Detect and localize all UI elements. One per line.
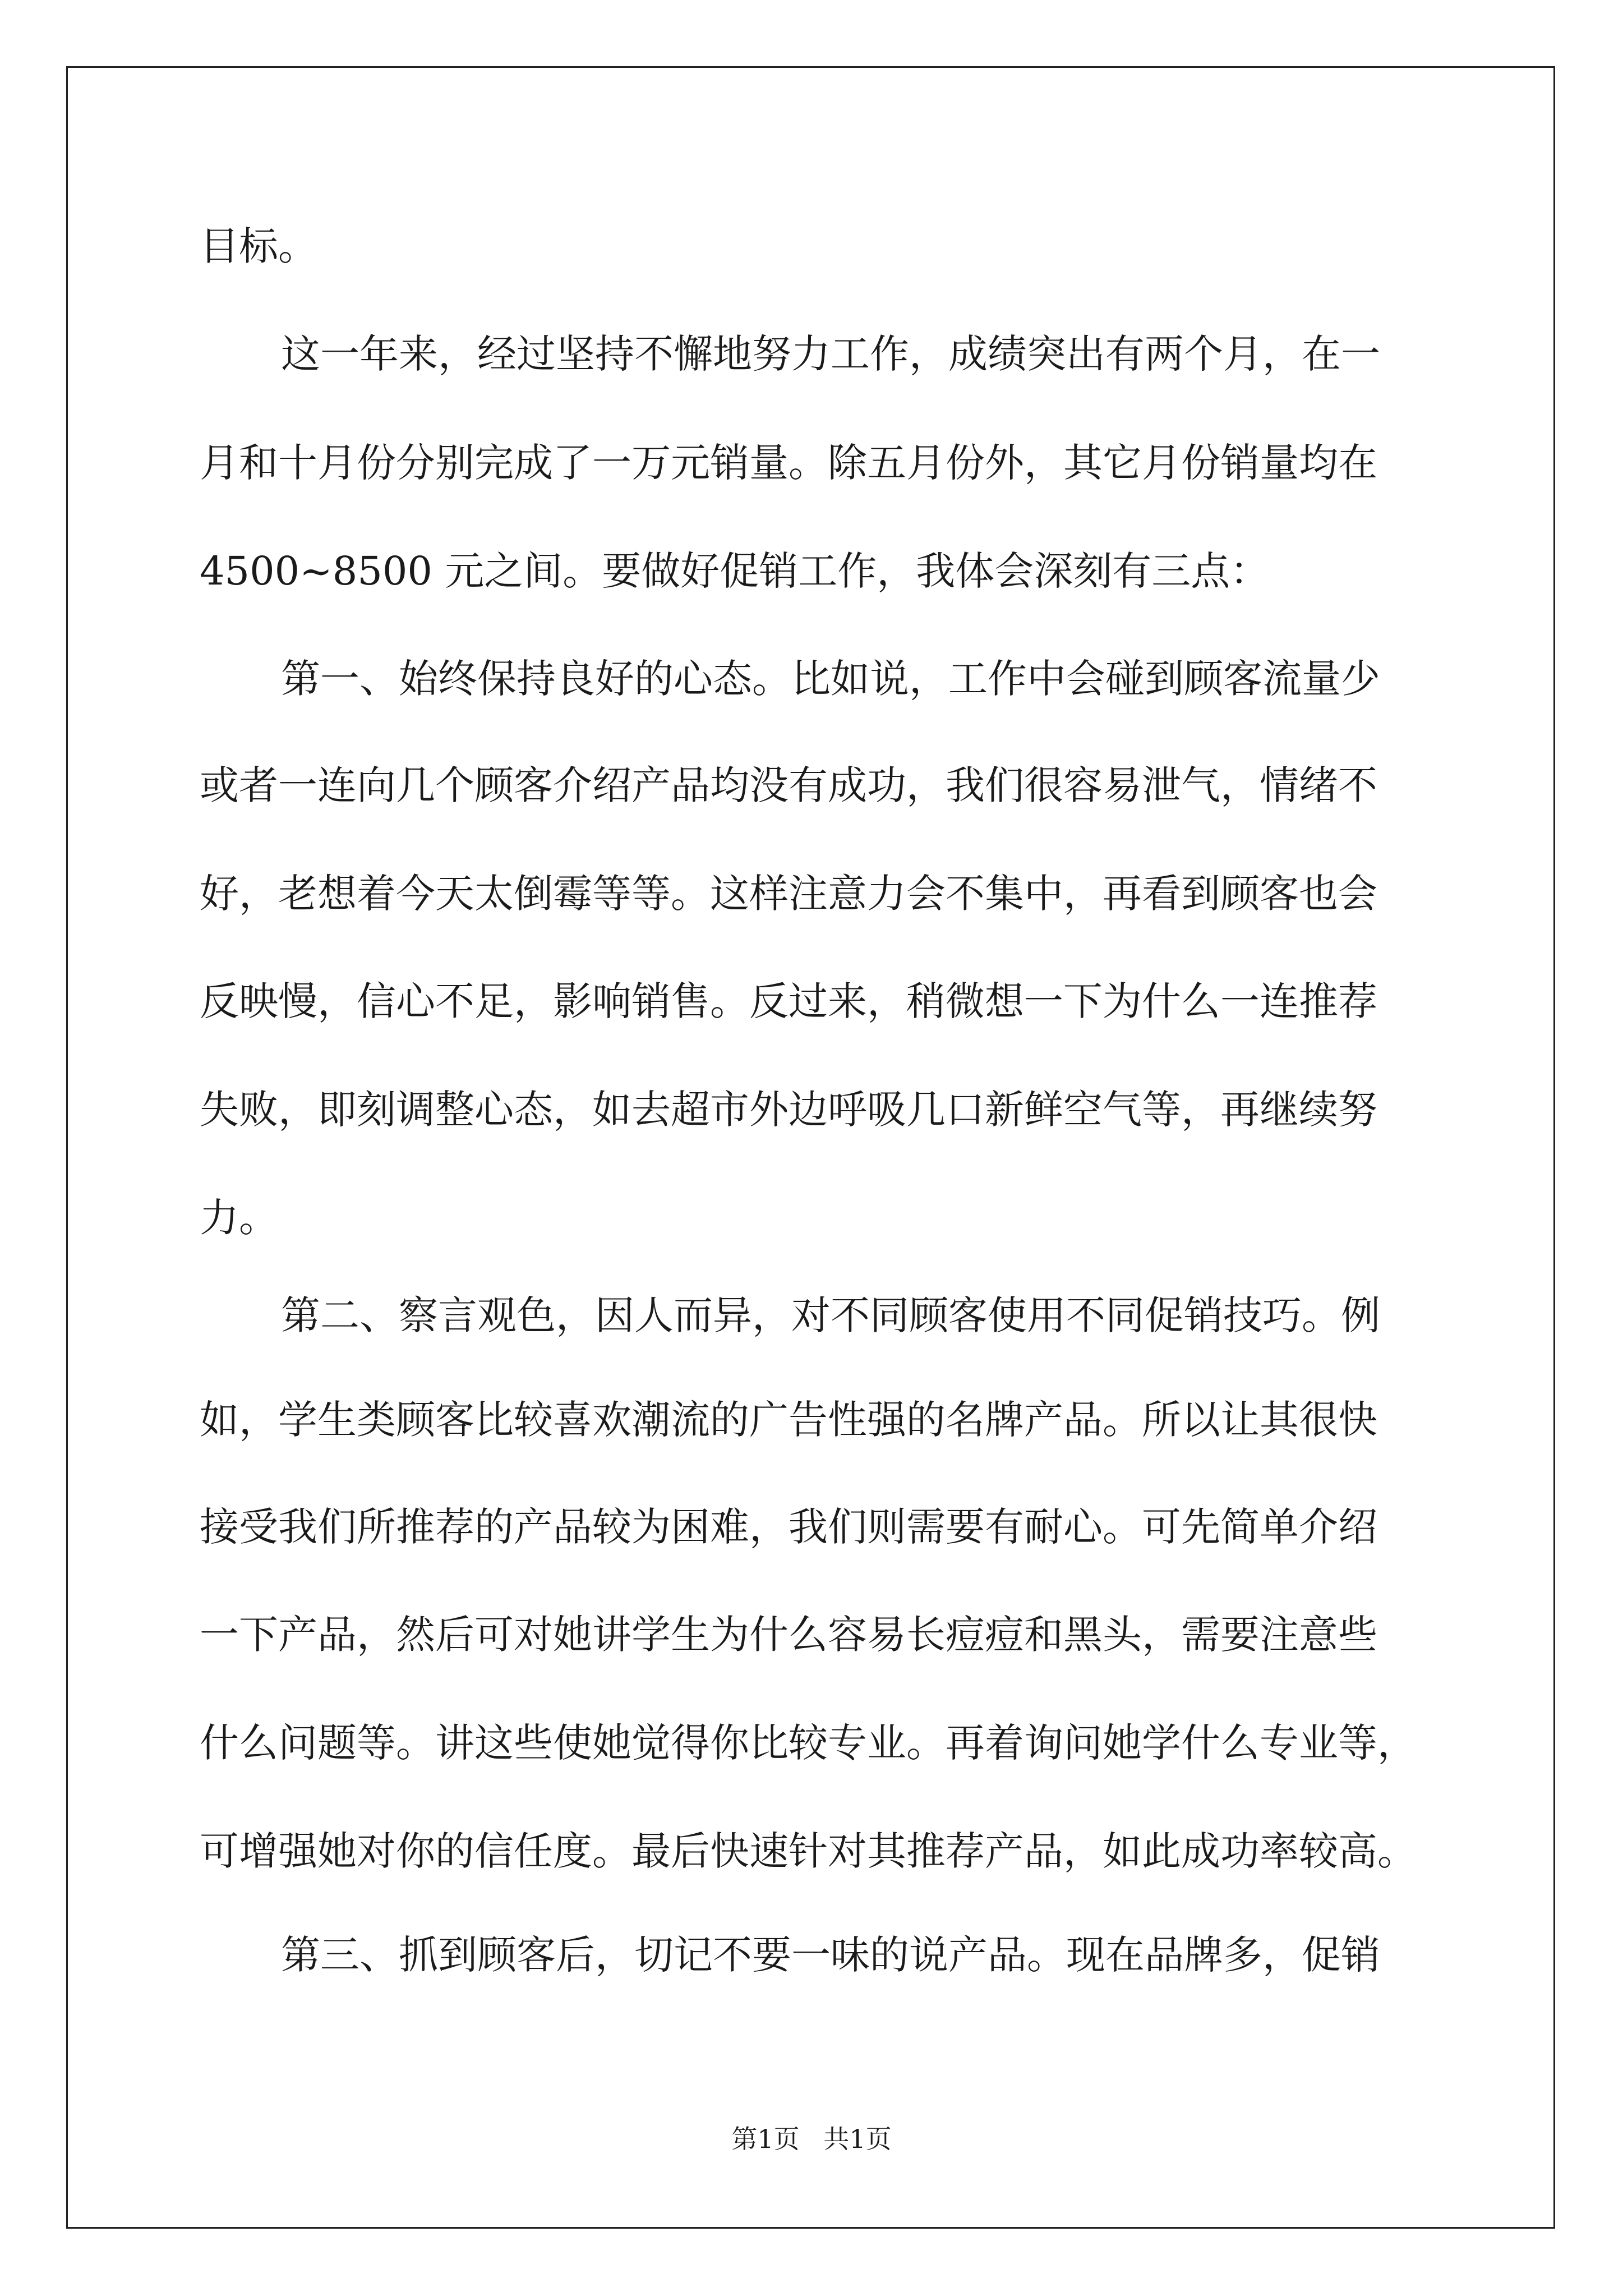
paragraph-first-line: 第二、察言观色，因人而异，对不同顾客使用不同促销技巧。例 — [281, 1292, 1380, 1338]
text-line: 4500~8500 元之间。要做好促销工作，我体会深刻有三点： — [200, 548, 1270, 594]
text-line: 好，老想着今天太倒霉等等。这样注意力会不集中，再看到顾客也会 — [200, 871, 1377, 917]
text-line: 力。 — [200, 1195, 278, 1241]
text-line: 反映慢，信心不足，影响销售。反过来，稍微想一下为什么一连推荐 — [200, 978, 1377, 1024]
text-line: 一下产品，然后可对她讲学生为什么容易长痘痘和黑头，需要注意些 — [200, 1612, 1377, 1658]
text-line: 失败，即刻调整心态，如去超市外边呼吸几口新鲜空气等，再继续努 — [200, 1087, 1377, 1133]
page-footer — [0, 2122, 1623, 2156]
page-total: 共1页 — [823, 2124, 892, 2154]
paragraph-first-line: 这一年来，经过坚持不懈地努力工作，成绩突出有两个月，在一 — [281, 331, 1380, 377]
text-line: 可增强她对你的信任度。最后快速针对其推荐产品，如此成功率较高。 — [200, 1828, 1417, 1874]
text-line: 月和十月份分别完成了一万元销量。除五月份外，其它月份销量均在 — [200, 440, 1377, 486]
text-line: 或者一连向几个顾客介绍产品均没有成功，我们很容易泄气，情绪不 — [200, 762, 1377, 808]
page-border — [66, 66, 1555, 2229]
text-line: 如，学生类顾客比较喜欢潮流的广告性强的名牌产品。所以让其很快 — [200, 1397, 1377, 1443]
text-line: 目标。 — [200, 223, 317, 269]
text-line: 什么问题等。讲这些使她觉得你比较专业。再着询问她学什么专业等， — [200, 1720, 1417, 1766]
paragraph-first-line: 第三、抓到顾客后，切记不要一味的说产品。现在品牌多，促销 — [281, 1932, 1380, 1978]
page-number: 第1页 — [731, 2124, 800, 2154]
paragraph-first-line: 第一、始终保持良好的心态。比如说，工作中会碰到顾客流量少 — [281, 656, 1380, 702]
text-line: 接受我们所推荐的产品较为困难，我们则需要有耐心。可先简单介绍 — [200, 1504, 1377, 1550]
